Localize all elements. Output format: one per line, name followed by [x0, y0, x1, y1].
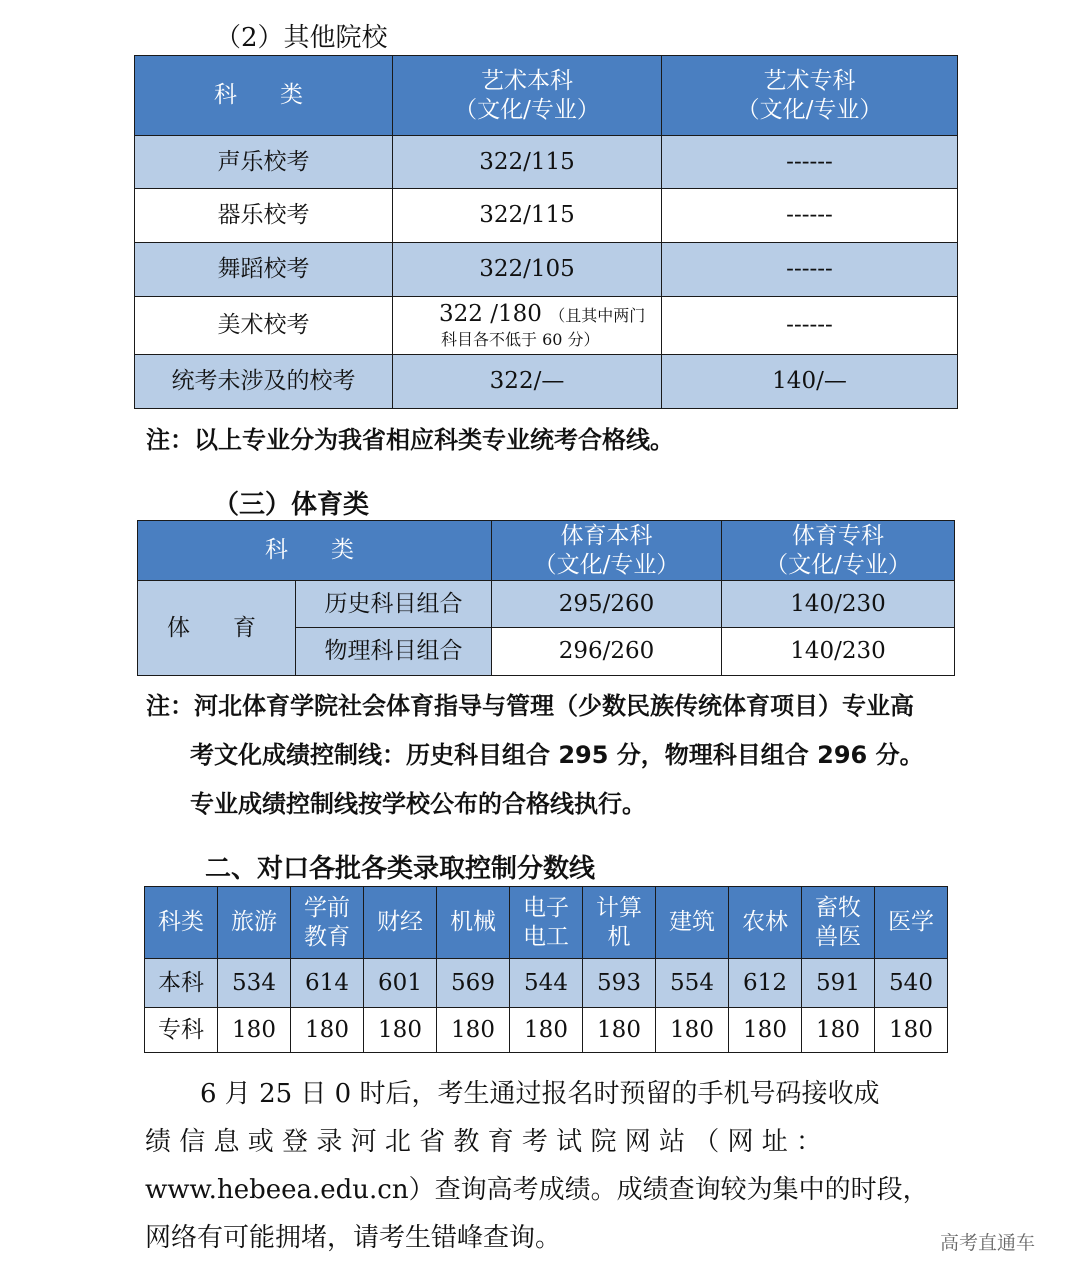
header-category: 科类 — [145, 887, 218, 959]
header-col: 旅游 — [218, 887, 291, 959]
sports-category-label: 体 育 — [138, 581, 296, 676]
score-cell: 554 — [656, 959, 729, 1008]
header-col: 农林 — [729, 887, 802, 959]
sports-table — [137, 520, 955, 676]
associate-score: ------ — [662, 297, 958, 355]
bachelor-score: 322 /180 （且其中两门 科目各不低于 60 分） — [393, 297, 662, 355]
row-label: 专科 — [145, 1008, 218, 1053]
table-row — [135, 297, 958, 355]
paragraph-line: www.hebeea.edu.cn）查询高考成绩。成绩查询较为集中的时段， — [145, 1175, 929, 1205]
note-art: 注：以上专业分为我省相应科类专业统考合格线。 — [146, 426, 674, 454]
associate-score: 140/230 — [722, 581, 955, 628]
table-row — [135, 355, 958, 409]
row-label: 器乐校考 — [135, 189, 393, 243]
score-cell: 180 — [802, 1008, 875, 1053]
table-row — [135, 136, 958, 189]
paragraph-line: 网络有可能拥堵，请考生错峰查询。 — [145, 1223, 562, 1253]
header-col: 建筑 — [656, 887, 729, 959]
bachelor-score: 322/115 — [393, 136, 662, 189]
score-cell: 540 — [875, 959, 948, 1008]
row-label: 声乐校考 — [135, 136, 393, 189]
table-row — [135, 189, 958, 243]
score-cell: 180 — [510, 1008, 583, 1053]
score-query-paragraph — [145, 1070, 945, 1262]
bachelor-score: 322/105 — [393, 243, 662, 297]
table-header-row — [145, 887, 948, 959]
row-label: 历史科目组合 — [296, 581, 492, 628]
score-cell: 180 — [437, 1008, 510, 1053]
associate-score: 140/230 — [722, 628, 955, 676]
score-cell: 534 — [218, 959, 291, 1008]
score-cell: 180 — [875, 1008, 948, 1053]
row-label: 物理科目组合 — [296, 628, 492, 676]
header-category: 科 类 — [135, 56, 393, 136]
table-row — [135, 243, 958, 297]
bachelor-score: 295/260 — [492, 581, 722, 628]
paragraph-line: 6 月 25 日 0 时后，考生通过报名时预留的手机号码接收成 — [200, 1079, 880, 1109]
table-row — [138, 581, 955, 628]
section-heading-other-colleges: （2）其他院校 — [215, 23, 388, 53]
associate-score: ------ — [662, 189, 958, 243]
row-label: 统考未涉及的校考 — [135, 355, 393, 409]
row-label: 美术校考 — [135, 297, 393, 355]
score-cell: 180 — [583, 1008, 656, 1053]
score-cell: 569 — [437, 959, 510, 1008]
score-cell: 601 — [364, 959, 437, 1008]
header-sports-associate: 体育专科 （文化/专业） — [722, 521, 955, 581]
section-heading-sports: （三）体育类 — [213, 490, 370, 520]
bachelor-score: 322/— — [393, 355, 662, 409]
header-art-bachelor: 艺术本科 （文化/专业） — [393, 56, 662, 136]
header-category: 科 类 — [138, 521, 492, 581]
score-cell: 593 — [583, 959, 656, 1008]
score-cell: 614 — [291, 959, 364, 1008]
score-cell: 180 — [291, 1008, 364, 1053]
paragraph-line: 绩 信 息 或 登 录 河 北 省 教 育 考 试 院 网 站 （ 网 址 ： — [145, 1127, 823, 1157]
header-col: 计算 机 — [583, 887, 656, 959]
header-col: 电子 电工 — [510, 887, 583, 959]
score-cell: 612 — [729, 959, 802, 1008]
score-cell: 180 — [656, 1008, 729, 1053]
section-heading-vocational: 二、对口各批各类录取控制分数线 — [205, 854, 596, 884]
score-cell: 591 — [802, 959, 875, 1008]
score-cell: 180 — [218, 1008, 291, 1053]
associate-score: ------ — [662, 136, 958, 189]
header-col: 学前 教育 — [291, 887, 364, 959]
table-row-benke — [145, 959, 948, 1008]
header-col: 财经 — [364, 887, 437, 959]
vocational-score-table — [144, 886, 948, 1053]
associate-score: 140/— — [662, 355, 958, 409]
header-col: 机械 — [437, 887, 510, 959]
score-cell: 180 — [364, 1008, 437, 1053]
header-sports-bachelor: 体育本科 （文化/专业） — [492, 521, 722, 581]
note-sports-line2: 考文化成绩控制线：历史科目组合 295 分，物理科目组合 296 分。 — [190, 741, 924, 769]
bachelor-score: 322/115 — [393, 189, 662, 243]
note-sports-line3: 专业成绩控制线按学校公布的合格线执行。 — [190, 790, 646, 818]
header-col: 医学 — [875, 887, 948, 959]
table-row-zhuanke — [145, 1008, 948, 1053]
associate-score: ------ — [662, 243, 958, 297]
score-cell: 544 — [510, 959, 583, 1008]
note-sports-line1: 注：河北体育学院社会体育指导与管理（少数民族传统体育项目）专业高 — [146, 692, 914, 720]
score-cell: 180 — [729, 1008, 802, 1053]
watermark-text: 高考直通车 — [940, 1232, 1036, 1254]
row-label: 舞蹈校考 — [135, 243, 393, 297]
bachelor-score: 296/260 — [492, 628, 722, 676]
row-label: 本科 — [145, 959, 218, 1008]
header-art-associate: 艺术专科 （文化/专业） — [662, 56, 958, 136]
art-school-exam-table — [134, 55, 958, 409]
header-col: 畜牧 兽医 — [802, 887, 875, 959]
